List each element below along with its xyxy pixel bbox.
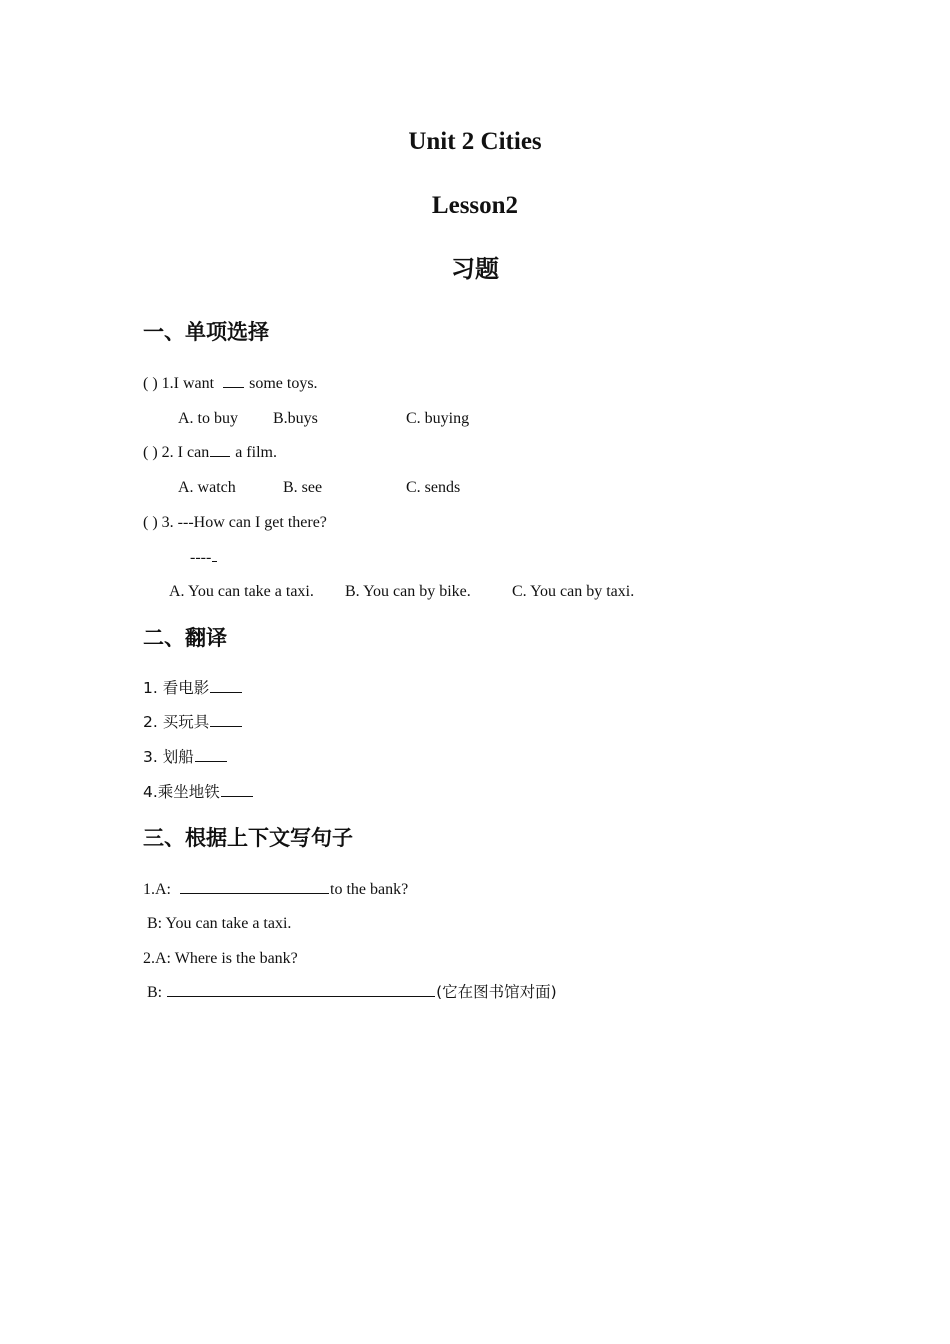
dialog-line-4-blank[interactable] xyxy=(167,995,435,997)
dialog-line-4 xyxy=(147,985,557,1001)
q1-option-a: A. to buy xyxy=(178,410,238,427)
translate-item-3-blank[interactable] xyxy=(195,760,227,762)
q3-line xyxy=(143,515,327,531)
q2-paren: ( ) xyxy=(143,444,158,461)
translate-item-4 xyxy=(143,785,254,801)
dialog-line-1 xyxy=(143,882,408,898)
q2-stem-b: a film. xyxy=(235,444,277,461)
q3-reply-dashes: ---- xyxy=(190,549,212,566)
translate-item-3-text: 3. 划船 xyxy=(143,748,194,766)
dialog-line-1-text: to the bank? xyxy=(330,881,409,898)
doc-label: 习题 xyxy=(451,255,499,283)
dialog-line-3: 2.A: Where is the bank? xyxy=(143,950,298,967)
q2-line xyxy=(143,445,277,461)
q2-blank[interactable] xyxy=(210,455,230,457)
q1-stem-a: 1.I want xyxy=(161,375,215,392)
translate-item-2 xyxy=(143,715,243,731)
translate-item-2-text: 2. 买玩具 xyxy=(143,713,210,731)
doc-title: Unit 2 Cities xyxy=(408,128,542,155)
q1-option-c: C. buying xyxy=(406,410,470,427)
doc-subtitle: Lesson2 xyxy=(431,192,519,219)
q3-option-a: A. You can take a taxi. xyxy=(169,583,314,600)
translate-item-1 xyxy=(143,681,243,697)
translate-item-4-blank[interactable] xyxy=(221,795,253,797)
q2-option-b: B. see xyxy=(283,479,323,496)
translate-item-1-text: 1. 看电影 xyxy=(143,679,210,697)
dialog-line-1-blank[interactable] xyxy=(180,892,329,894)
q3-stem: 3. ---How can I get there? xyxy=(161,514,327,531)
section1-heading: 一、单项选择 xyxy=(143,320,269,344)
q3-option-c: C. You can by taxi. xyxy=(512,583,635,600)
q1-option-b: B.buys xyxy=(273,410,318,427)
q3-paren: ( ) xyxy=(143,514,158,531)
q1-paren: ( ) xyxy=(143,375,158,392)
dialog-line-2: B: You can take a taxi. xyxy=(147,915,292,932)
q2-option-c: C. sends xyxy=(406,479,461,496)
section2-heading: 二、翻译 xyxy=(143,626,227,650)
q2-option-a: A. watch xyxy=(178,479,236,496)
translate-item-4-text: 4.乘坐地铁 xyxy=(143,783,220,801)
q1-stem-b: some toys. xyxy=(249,375,318,392)
dialog-line-4-hint: (它在图书馆对面) xyxy=(436,983,557,1001)
q1-line xyxy=(143,376,318,392)
translate-item-3 xyxy=(143,750,228,766)
q3-option-b: B. You can by bike. xyxy=(345,583,471,600)
dialog-line-1-speaker: 1.A: xyxy=(143,881,171,898)
q2-stem-a: 2. I can xyxy=(161,444,210,461)
translate-item-1-blank[interactable] xyxy=(210,691,242,693)
q3-blank[interactable] xyxy=(212,560,217,562)
q1-blank[interactable] xyxy=(223,386,244,388)
q3-reply xyxy=(190,550,218,566)
dialog-line-4-speaker: B: xyxy=(147,984,163,1001)
translate-item-2-blank[interactable] xyxy=(210,725,242,727)
section3-heading: 三、根据上下文写句子 xyxy=(143,826,353,850)
